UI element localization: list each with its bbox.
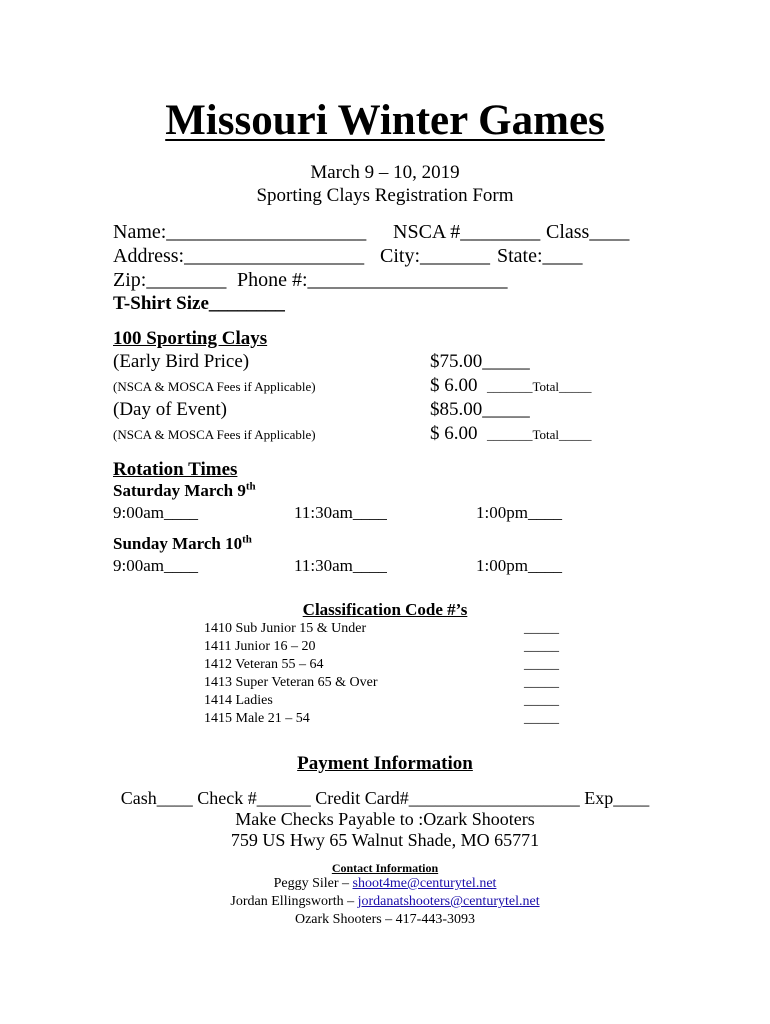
pricing-heading: 100 Sporting Clays xyxy=(113,328,268,349)
day-of-event-price[interactable]: $85.00_____ xyxy=(430,399,530,420)
classification-code-blank[interactable]: _____ xyxy=(524,675,559,690)
classification-heading: Classification Code #’s xyxy=(302,600,468,619)
nsca-number-field[interactable]: NSCA #________ xyxy=(393,221,541,243)
page-title: Missouri Winter Games xyxy=(165,97,605,144)
fees-price: $ 6.00 xyxy=(430,375,478,396)
form-subtitle: Sporting Clays Registration Form xyxy=(256,185,514,206)
sunday-time-slot[interactable]: 1:00pm____ xyxy=(476,556,562,575)
classification-code-label: 1413 Super Veteran 65 & Over xyxy=(204,675,378,690)
classification-code-label: 1410 Sub Junior 15 & Under xyxy=(204,621,367,636)
saturday-superscript: th xyxy=(245,480,256,493)
fees-label: (NSCA & MOSCA Fees if Applicable) xyxy=(113,379,316,394)
email-link[interactable]: shoot4me@centurytel.net xyxy=(352,876,497,891)
sunday-superscript: th xyxy=(242,533,252,546)
saturday-time-slot[interactable]: 9:00am____ xyxy=(113,503,198,522)
classification-code-blank[interactable]: _____ xyxy=(524,621,559,636)
event-dates: March 9 – 10, 2019 xyxy=(310,162,460,183)
classification-code-blank[interactable]: _____ xyxy=(524,657,559,672)
saturday-time-slot[interactable]: 11:30am____ xyxy=(294,503,387,522)
sunday-time-slot[interactable]: 11:30am____ xyxy=(294,556,387,575)
class-field[interactable]: Class____ xyxy=(546,221,630,243)
classification-code-blank[interactable]: _____ xyxy=(524,639,559,654)
contact-line-jordan: Jordan Ellingsworth – jordanatshooters@centurytel.net xyxy=(230,894,540,909)
payment-heading: Payment Information xyxy=(297,753,473,774)
zip-field[interactable]: Zip:________ xyxy=(113,269,227,291)
early-bird-price[interactable]: $75.00_____ xyxy=(430,351,530,372)
classification-code-label: 1415 Male 21 – 54 xyxy=(204,711,310,726)
club-phone-line: Ozark Shooters – 417-443-3093 xyxy=(294,912,476,927)
saturday-label: Saturday March 9th xyxy=(113,480,256,500)
fees-label: (NSCA & MOSCA Fees if Applicable) xyxy=(113,427,316,442)
contact-heading: Contact Information xyxy=(331,861,439,875)
mailing-address-line: 759 US Hwy 65 Walnut Shade, MO 65771 xyxy=(230,830,540,850)
day-of-event-label: (Day of Event) xyxy=(113,399,227,420)
sunday-time-slot[interactable]: 9:00am____ xyxy=(113,556,198,575)
classification-code-label: 1411 Junior 16 – 20 xyxy=(204,639,316,654)
name-field[interactable]: Name:____________________ xyxy=(113,221,367,243)
early-bird-label: (Early Bird Price) xyxy=(113,351,250,372)
email-link[interactable]: jordanatshooters@centurytel.net xyxy=(357,894,540,909)
classification-code-blank[interactable]: _____ xyxy=(524,693,559,708)
fees-price: $ 6.00 xyxy=(430,423,478,444)
early-bird-total-field[interactable]: _______Total_____ xyxy=(487,379,592,394)
address-field[interactable]: Address:__________________ xyxy=(113,245,365,267)
sunday-label: Sunday March 10th xyxy=(113,533,252,553)
day-of-event-total-field[interactable]: _______Total_____ xyxy=(487,427,592,442)
payable-to-line: Make Checks Payable to :Ozark Shooters xyxy=(235,809,535,829)
rotation-heading: Rotation Times xyxy=(113,459,238,480)
contact-line-peggy: Peggy Siler – shoot4me@centurytel.net xyxy=(273,876,497,891)
classification-code-blank[interactable]: _____ xyxy=(524,711,559,726)
city-field[interactable]: City:_______ xyxy=(380,245,491,267)
saturday-time-slot[interactable]: 1:00pm____ xyxy=(476,503,562,522)
phone-field[interactable]: Phone #:____________________ xyxy=(237,269,508,291)
tshirt-size-field[interactable]: T-Shirt Size________ xyxy=(113,293,285,314)
classification-code-label: 1412 Veteran 55 – 64 xyxy=(204,657,324,672)
payment-methods-line[interactable]: Cash____ Check #______ Credit Card#___________________ Exp____ xyxy=(120,788,650,808)
classification-code-label: 1414 Ladies xyxy=(204,693,273,708)
state-field[interactable]: State:____ xyxy=(497,245,583,267)
